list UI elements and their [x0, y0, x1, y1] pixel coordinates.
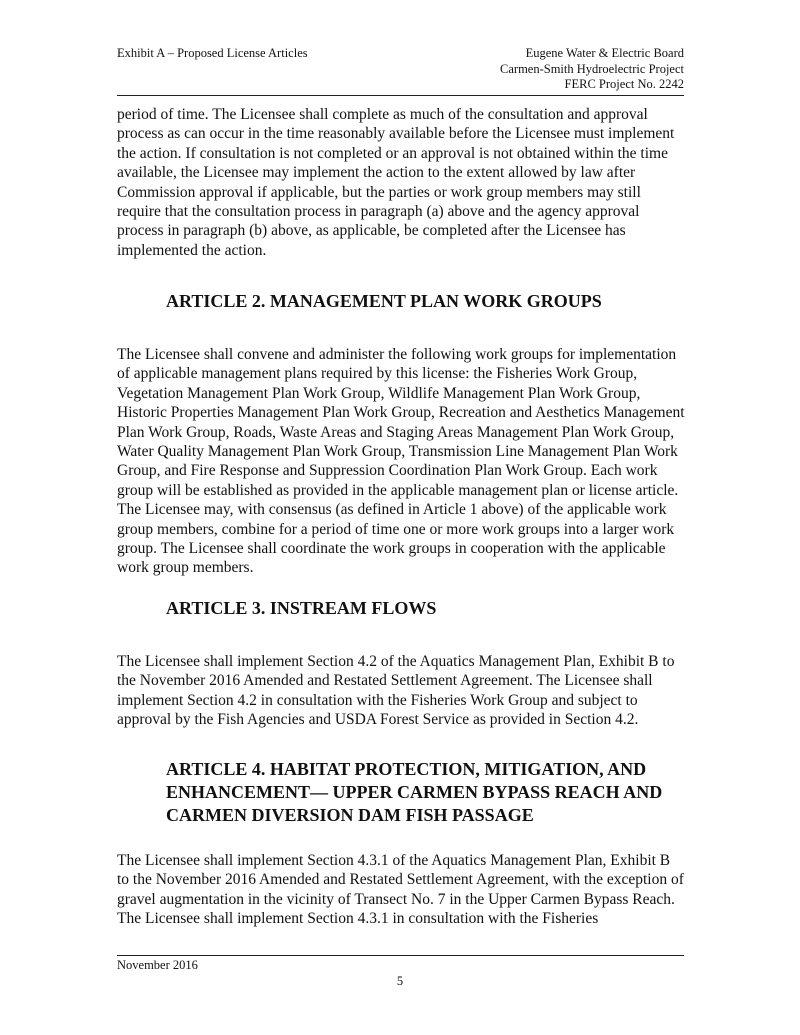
page-number: 5 [396, 974, 404, 988]
paragraph-habitat-protection: The Licensee shall implement Section 4.3.1 of the Aquatics Management Plan, Exhibit B to the November 2016 Amended and Restated Settlement Agreement, with the exception of gravel augmentation in the vicinity of Transect No. 7 in the Upper Carmen Bypass Reach. The Licensee shall implement Section 4.3.1 in consultation with the Fisheries [117, 852, 684, 928]
header-project-name: Carmen-Smith Hydroelectric Project [500, 61, 684, 76]
paragraph-work-groups: The Licensee shall convene and administer the following work groups for implementation of applicable management plans required by this license: the Fisheries Work Group, Vegetation Management Plan Work Group, Wildlife Management Plan Work Group, Historic Properties Management Plan Work Group, Recreation and Aesthetics Management Plan Work Group, Roads, Waste Areas and Staging Areas Management Plan Work Group, Water Quality Management Plan Work Group, Transmission Line Management Plan Work Group, and Fire Response and Suppression Coordination Plan Work Group. Each work group will be established as provided in the applicable management plan or license article. The Licensee may, with consensus (as defined in Article 1 above) of the applicable work group members, combine for a period of time one or more work groups into a larger work group. The Licensee shall coordinate the work groups in cooperation with the applicable work group members. [117, 346, 685, 577]
header-divider [117, 95, 684, 96]
header-document-title: Exhibit A – Proposed License Articles [117, 46, 308, 60]
header-ferc-number: FERC Project No. 2242 [564, 77, 684, 91]
paragraph-instream-flows: The Licensee shall implement Section 4.2 of the Aquatics Management Plan, Exhibit B to the November 2016 Amended and Restated Settlement Agreement. The Licensee shall implement Section 4.2 in consultation with the Fisheries Work Group and subject to approval by the Fish Agencies and USDA Forest Service as provided in Section 4.2. [117, 653, 675, 729]
header-project-info [500, 46, 684, 93]
heading-article-4-line-3: CARMEN DIVERSION DAM FISH PASSAGE [166, 805, 534, 825]
footer-divider [117, 955, 684, 956]
heading-article-4-line-1: ARTICLE 4. HABITAT PROTECTION, MITIGATION, AND [166, 759, 647, 779]
paragraph-consultation-continued: period of time. The Licensee shall complete as much of the consultation and approval process as can occur in the time reasonably available before the Licensee must implement the action. If consultation is not completed or an approval is not obtained within the time available, the Licensee may implement the action to the extent allowed by law after Commission approval if applicable, but the parties or work group members may still require that the consultation process in paragraph (a) above and the agency approval process in paragraph (b) above, as applicable, be completed after the Licensee has implemented the action. [117, 106, 675, 259]
heading-article-2: ARTICLE 2. MANAGEMENT PLAN WORK GROUPS [166, 291, 602, 311]
heading-article-4 [166, 758, 696, 827]
header-organization: Eugene Water & Electric Board [525, 46, 684, 60]
heading-article-4-line-2: ENHANCEMENT— UPPER CARMEN BYPASS REACH AND [166, 782, 663, 802]
footer-date: November 2016 [117, 958, 198, 972]
heading-article-3: ARTICLE 3. INSTREAM FLOWS [166, 598, 437, 618]
